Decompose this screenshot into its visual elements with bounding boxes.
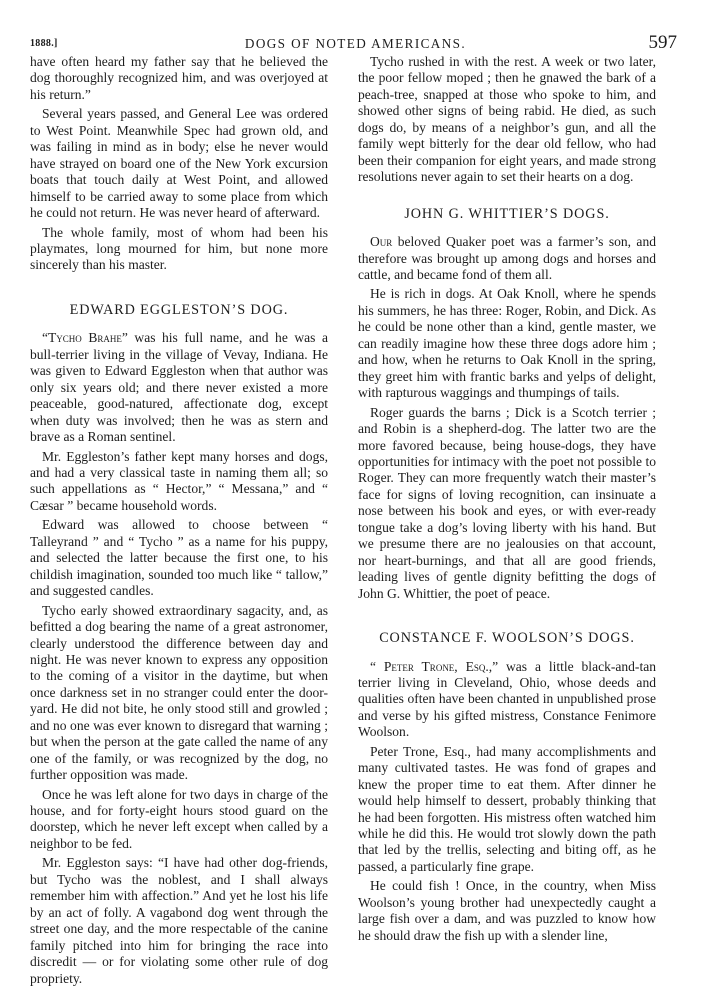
left-column — [30, 54, 328, 990]
section-heading-eggleston: EDWARD EGGLESTON’S DOG. — [69, 301, 289, 318]
page-number: 597 — [648, 32, 677, 53]
paragraph: Tycho rushed in with the rest. A week or two later, the poor fellow moped ; then he gnawed the bark of a peach-tree, snapped at those who spoke to him, and showed other signs of being rabid. He died, as such dogs do, by means of a neighbor’s gun, and all the family wept bitterly for the dear old fellow, who had been their companion for eight years, and made strong resolutions never again to set their hearts on a dog. — [358, 54, 656, 185]
paragraph: Edward was allowed to choose between “ Talleyrand ” and “ Tycho ” as a name for his puppy, and selected the latter because the first one, to his childish imagination, sounded too much like “ tallow,” and suggested candles. — [30, 517, 328, 599]
lead-in-text: Our — [370, 234, 393, 250]
paragraph-text: was his full name, and he was a bull-terrier living in the village of Vevay, Indiana. He was given to Edward Eggleston when that author was only six years old; and there never existed a more peaceable, good-natured, affectionate dog, except when duty was involved; then he was as stern and brave as a Roman sentinel. — [30, 330, 328, 445]
paragraph: He could fish ! Once, in the country, when Miss Woolson’s young brother had unexpectedly caught a large fish over a dam, and was puzzled to know how he should draw the fish up with a slender line, — [358, 878, 656, 943]
right-column — [358, 54, 656, 947]
paragraph: He is rich in dogs. At Oak Knoll, where he spends his summers, he has three: Roger, Robin, and Dick. As he could be none other than a kind, gentle master, we can readily imagine how these three dogs adore him ; and how, when he returns to Oak Knoll in the spring, they greet him with frantic barks and yelps of delight, with rapturous waggings and thumpings of tails. — [358, 286, 656, 401]
paragraph-text: beloved Quaker poet was a farmer’s son, and therefore was brought up among dogs and horses and cattle, and became fond of them all. — [358, 234, 656, 282]
paragraph: Mr. Eggleston’s father kept many horses and dogs, and had a very classical taste in naming them all; so such appellations as “ Hector,” “ Messana,” and “ Cæsar ” became household words. — [30, 448, 328, 513]
header-title: DOGS OF NOTED AMERICANS. — [244, 36, 467, 51]
paragraph: Peter Trone, Esq., had many accomplishments and many cultivated tastes. He was fond of grapes and knew the proper time to eat them. After dinner he would help himself to dessert, probably thinking that he had been forgotten. His mistress often watched him while he did this. He would trot slowly down the path that led by the trellis, selecting and biting off, as he passed, a particularly fine grape. — [358, 743, 656, 874]
paragraph: Mr. Eggleston says: “I have had other dog-friends, but Tycho was the noblest, and I shall always remember him with affection.” And yet he lost his life by an act of folly. A vagabond dog went through the street one day, and the more respectable of the canine family pitched into him for bringing the race into discredit — or for violating some other rule of dog propriety. — [30, 855, 328, 986]
paragraph-text: was a little black-and-tan terrier living in Cleveland, Ohio, whose deeds and qualities often have been chanted in unpublished prose and verse by his gifted mistress, Constance Fenimore Woolson. — [358, 658, 656, 740]
header-date: 1888.] — [30, 38, 58, 49]
paragraph — [358, 659, 656, 741]
lead-in-text: “ Peter Trone, Esq.,” — [370, 658, 499, 674]
paragraph — [30, 330, 328, 445]
section-heading-whittier: JOHN G. WHITTIER’S DOGS. — [404, 205, 610, 222]
lead-in-text: “Tycho Brahe” — [42, 330, 128, 346]
paragraph: Once he was left alone for two days in charge of the house, and for forty-eight hours stood guard on the doorstep, which he never left except when called by a neighbor to be fed. — [30, 786, 328, 851]
paragraph: Roger guards the barns ; Dick is a Scotch terrier ; and Robin is a shepherd-dog. The latter two are the more favored because, being house-dogs, they have opportunities for intimacy with the poet not possible to Roger. They can more frequently watch their master’s face for signs of loving recognition, can insinuate a nose between his book and eyes, or with ever-ready tongue take a dog’s loving liberty with his hand. But we presume there are no jealousies on that account, nor heart-burnings, and that all are good friends, leading lives of gentle dignity befitting the dogs of John G. Whittier, the poet of peace. — [358, 404, 656, 601]
paragraph: Several years passed, and General Lee was ordered to West Point. Meanwhile Spec had grown old, and was failing in mind as in body; else he never would have strayed on board one of the New York excursion boats that touch daily at West Point, and allowed himself to be carried away to some place from which he could not return. He was never heard of afterward. — [30, 106, 328, 221]
section-heading-woolson: CONSTANCE F. WOOLSON’S DOGS. — [379, 630, 635, 647]
running-header — [24, 30, 687, 56]
paragraph: The whole family, most of whom had been his playmates, long mourned for him, but none more sincerely than his master. — [30, 224, 328, 273]
paragraph: have often heard my father say that he believed the dog thoroughly recognized him, and was overjoyed at his return.” — [30, 54, 328, 102]
paragraph: Tycho early showed extraordinary sagacity, and, as befitted a dog bearing the name of a great astronomer, clearly understood the difference between day and night. He was never known to express any opposition to the coming of a visitor in the daytime, but when once darkness set in no stranger could enter the door-yard. He did not bite, he only stood still and growled ; and no one was ever known to disregard that warning ; but when the person at the gate called the name of any one of the family, or was recognized by the dog, no further opposition was made. — [30, 602, 328, 783]
paragraph — [358, 234, 656, 283]
